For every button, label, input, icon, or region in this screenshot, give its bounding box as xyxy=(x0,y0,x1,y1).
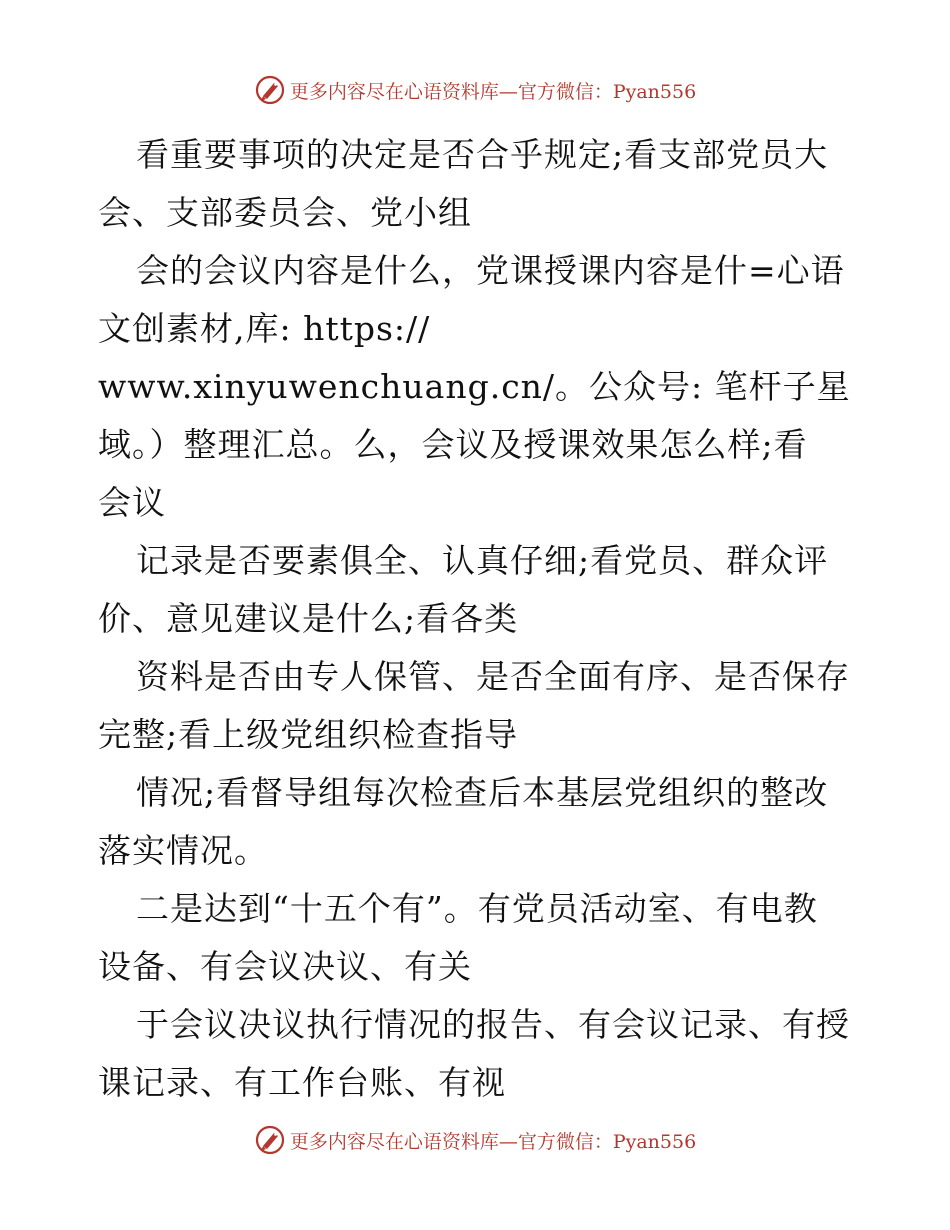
body-line: 完整;看上级党组织检查指导 xyxy=(98,715,519,754)
footer-banner-text: 更多内容尽在心语资料库—官方微信：Pyan556 xyxy=(289,1130,697,1153)
body-line: 看重要事项的决定是否合乎规定;看支部党员大 xyxy=(136,135,829,174)
body-line: 资料是否由专人保管、是否全面有序、是否保存 xyxy=(136,657,850,696)
body-line: 落实情况。 xyxy=(98,831,268,870)
header-banner-text: 更多内容尽在心语资料库—官方微信：Pyan556 xyxy=(289,80,697,103)
body-line: 情况;看督导组每次检查后本基层党组织的整改 xyxy=(136,773,829,812)
body-line: 会的会议内容是什么，党课授课内容是什=心语 xyxy=(136,251,845,290)
pen-nib-logo-icon xyxy=(254,1124,286,1156)
body-line: 价、意见建议是什么;看各类 xyxy=(98,599,519,638)
footer-banner xyxy=(0,1120,950,1160)
body-line: 课记录、有工作台账、有视 xyxy=(98,1063,506,1102)
body-line: www.xinyuwenchuang.cn/。公众号: 笔杆子星 xyxy=(98,367,851,406)
document-body xyxy=(98,126,878,1112)
body-line: 于会议决议执行情况的报告、有会议记录、有授 xyxy=(136,1005,850,1044)
pen-nib-logo-icon xyxy=(254,74,286,106)
body-line: 记录是否要素俱全、认真仔细;看党员、群众评 xyxy=(136,541,829,580)
body-line: 二是达到“十五个有”。有党员活动室、有电教 xyxy=(136,889,818,928)
body-line: 设备、有会议决议、有关 xyxy=(98,947,472,986)
header-banner xyxy=(0,70,950,110)
body-line: 会议 xyxy=(98,483,166,522)
body-line: 会、支部委员会、党小组 xyxy=(98,193,472,232)
body-line: 域。）整理汇总。么，会议及授课效果怎么样;看 xyxy=(98,425,808,464)
body-line: 文创素材,库: https:// xyxy=(98,309,431,348)
